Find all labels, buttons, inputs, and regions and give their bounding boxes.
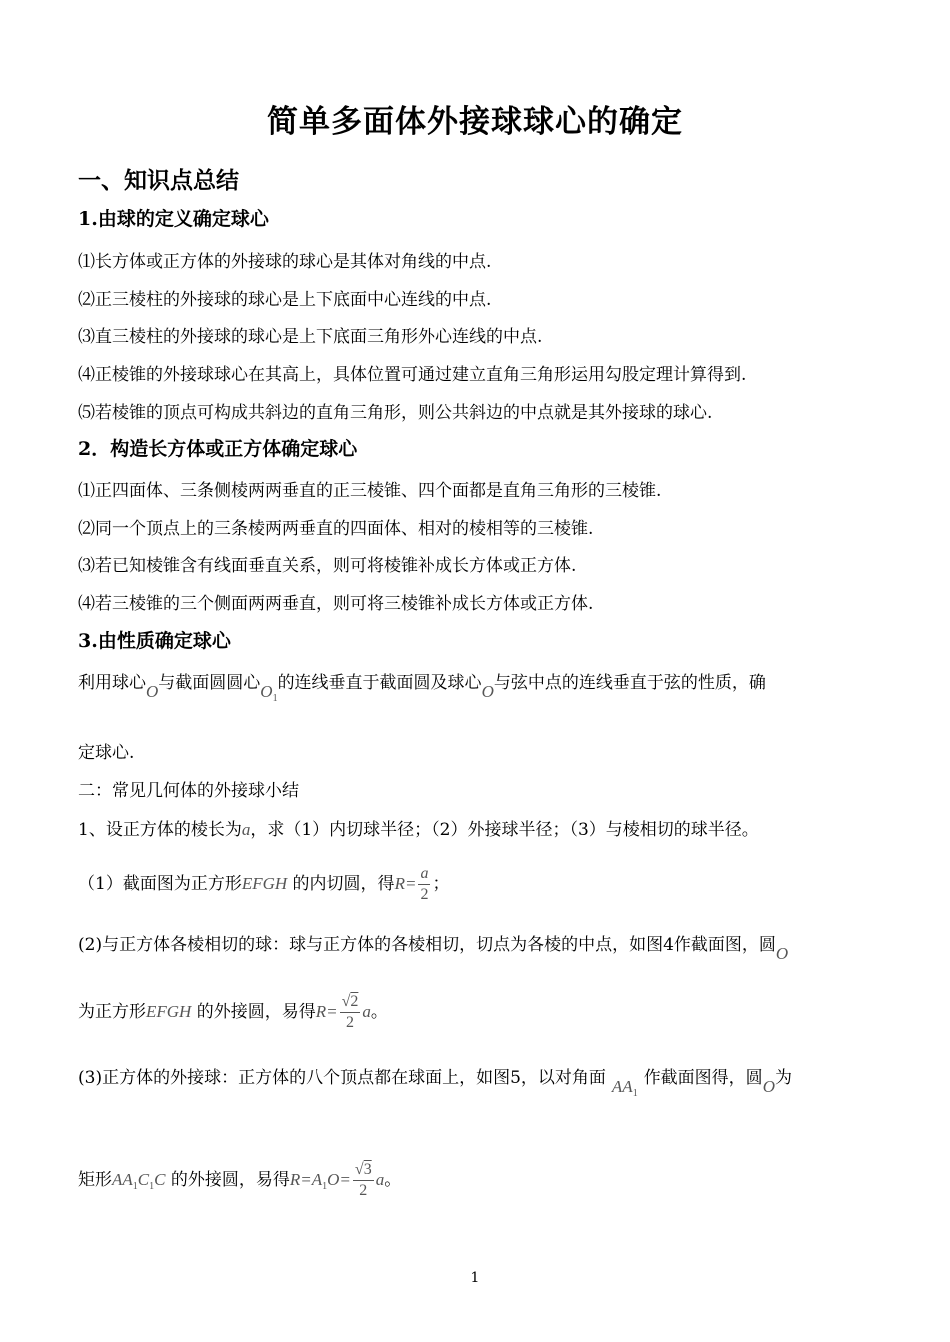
math-symbol-base: AA: [112, 1170, 133, 1189]
solution-line: [78, 864, 449, 905]
question-line: [78, 815, 759, 840]
subsection-heading: 1.由球的定义确定球心: [78, 208, 269, 230]
solution-text: (2)与正方体各棱相切的球：球与正方体的各棱相切，切点为各棱的中点，如图4作截面图，圆: [78, 935, 776, 955]
math-symbol: =: [339, 1170, 351, 1189]
math-symbol-base: C: [154, 1170, 166, 1189]
list-item: ⑵正三棱柱的外接球的球心是上下底面中心连线的中点.: [78, 290, 492, 310]
solution-text: 。: [384, 1170, 402, 1190]
question-text: ，求（1）内切球半径；（2）外接球半径；（3）与棱相切的球半径。: [250, 820, 759, 840]
solution-text: (3)正方体的外接球：正方体的八个顶点都在球面上，如图5，以对角面: [78, 1068, 606, 1088]
section-heading: 一、知识点总结: [78, 167, 239, 194]
paragraph-line: [78, 668, 766, 704]
sqrt-sign: √: [341, 993, 351, 1010]
solution-line: [78, 1160, 401, 1201]
solution-text: 的外接圆，易得: [165, 1170, 290, 1190]
list-item: ⑶若已知棱锥含有线面垂直关系，则可将棱锥补成长方体或正方体.: [78, 556, 577, 576]
math-symbol: a: [375, 1170, 385, 1189]
math-symbol-base: O: [327, 1170, 340, 1189]
list-item: ⑴正四面体、三条侧棱两两垂直的正三棱锥、四个面都是直角三角形的三棱锥.: [78, 481, 662, 501]
solution-text: 为正方形: [78, 1002, 146, 1022]
list-item: ⑶直三棱柱的外接球的球心是上下底面三角形外心连线的中点.: [78, 327, 543, 347]
list-item: ⑴长方体或正方体的外接球的球心是其体对角线的中点.: [78, 252, 492, 272]
math-symbol: [611, 1077, 638, 1099]
solution-text: 为: [774, 1068, 792, 1088]
page-title: 简单多面体外接球球心的确定: [267, 104, 683, 140]
math-symbol: =: [300, 1170, 312, 1189]
fraction: [353, 1160, 374, 1201]
list-item: ⑷若三棱锥的三个侧面两两垂直，则可将三棱锥补成长方体或正方体.: [78, 594, 594, 614]
solution-text: ；: [432, 874, 450, 894]
math-subscript: 1: [632, 1088, 638, 1099]
math-symbol: O: [762, 1077, 775, 1096]
sqrt-radicand: 2: [350, 993, 359, 1010]
page-number: 1: [470, 1270, 480, 1286]
math-symbol-base: A: [311, 1170, 323, 1189]
math-symbol: O: [146, 682, 159, 701]
sqrt-sign: √: [354, 1161, 364, 1178]
math-symbol: a: [362, 1002, 371, 1021]
list-item: ⑷正棱锥的外接球球心在其高上，具体位置可通过建立直角三角形运用勾股定理计算得到.: [78, 365, 747, 385]
math-symbol: R: [394, 874, 405, 893]
fraction-denominator: 2: [359, 1182, 368, 1199]
section-heading: 二：常见几何体的外接球小结: [78, 781, 299, 801]
math-symbol: [260, 682, 278, 704]
list-item: ⑸若棱锥的顶点可构成共斜边的直角三角形，则公共斜边的中点就是其外接球的球心.: [78, 403, 713, 423]
math-subscript: 1: [272, 693, 278, 704]
list-item: ⑵同一个顶点上的三条棱两两垂直的四面体、相对的棱相等的三棱锥.: [78, 519, 594, 539]
solution-text: （1）截面图为正方形: [78, 874, 242, 894]
math-symbol: [112, 1170, 166, 1192]
fraction-denominator: 2: [346, 1014, 354, 1031]
math-symbol: R: [289, 1170, 301, 1189]
solution-text: 。: [370, 1002, 388, 1022]
math-subscript: 1: [149, 1181, 155, 1192]
fraction: [418, 864, 430, 905]
math-symbol: =: [326, 1002, 338, 1021]
solution-line: [78, 930, 789, 963]
fraction: [340, 992, 361, 1033]
math-symbol-base: O: [260, 682, 273, 701]
math-symbol: O: [481, 682, 494, 701]
math-symbol: a: [241, 820, 251, 839]
paragraph-text: 与截面圆圆心: [158, 673, 261, 693]
subsection-heading: 2．构造长方体或正方体确定球心: [78, 438, 358, 460]
math-symbol: R: [315, 1002, 327, 1021]
solution-text: 作截面图得，圆: [643, 1068, 763, 1088]
math-subscript: 1: [132, 1181, 138, 1192]
fraction-numerator: [353, 1160, 374, 1181]
math-symbol: EFGH: [241, 874, 288, 893]
fraction-numerator: a: [418, 864, 430, 885]
fraction-denominator: 2: [420, 886, 429, 903]
paragraph-text: 利用球心: [78, 673, 146, 693]
paragraph-text: 与弦中点的连线垂直于弦的性质，确: [493, 673, 766, 693]
solution-text: 的内切圆，得: [287, 874, 395, 894]
solution-text: 矩形: [78, 1170, 112, 1190]
solution-text: 的外接圆，易得: [191, 1002, 316, 1022]
math-symbol-base: AA: [611, 1077, 633, 1096]
subsection-heading: 3.由性质确定球心: [78, 630, 231, 652]
solution-line: [78, 1063, 792, 1099]
paragraph-text: 的连线垂直于截面圆及球心: [277, 673, 482, 693]
math-symbol: O: [775, 944, 789, 963]
math-subscript: 1: [322, 1181, 328, 1192]
question-text: 1、设正方体的棱长为: [78, 820, 242, 840]
sqrt-radicand: 3: [363, 1161, 372, 1178]
paragraph-line: 定球心.: [78, 743, 135, 763]
math-symbol-base: C: [137, 1170, 150, 1189]
fraction-numerator: [340, 992, 361, 1013]
math-symbol: [311, 1170, 340, 1192]
solution-line: [78, 992, 388, 1033]
math-symbol: =: [404, 874, 417, 893]
math-symbol: EFGH: [146, 1002, 192, 1021]
